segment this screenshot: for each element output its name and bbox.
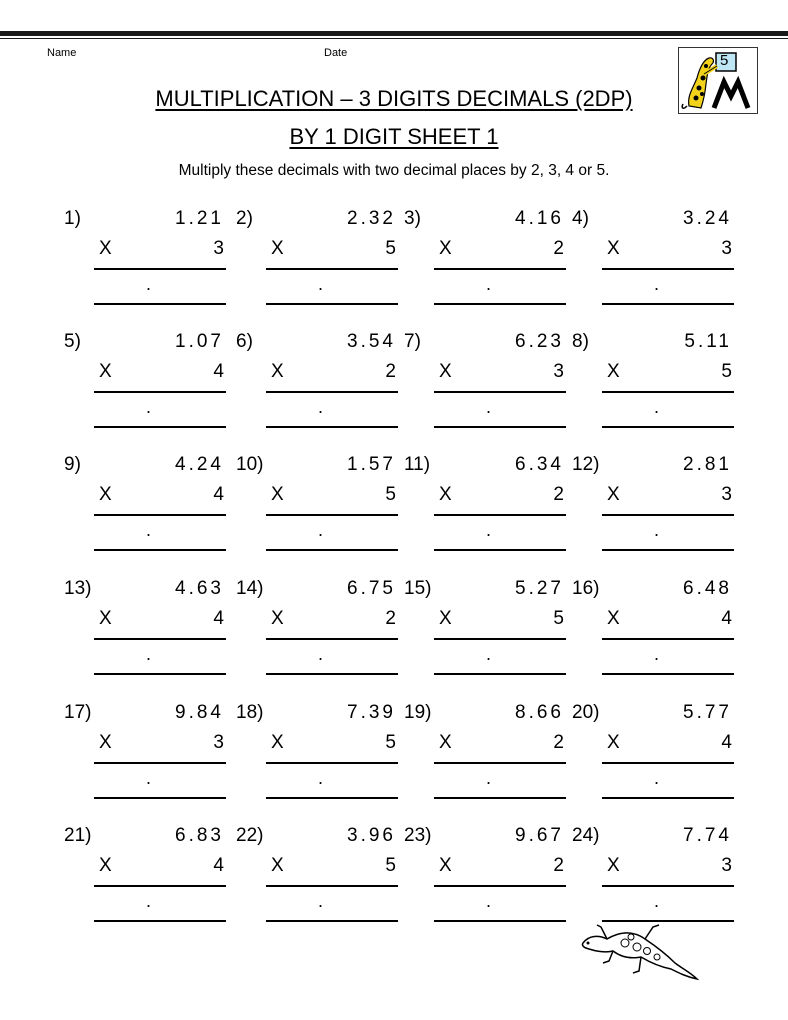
answer-line[interactable] — [434, 426, 566, 428]
problem-21 — [64, 825, 224, 935]
answer-line[interactable] — [434, 303, 566, 305]
problem-5 — [64, 331, 224, 441]
problem-17 — [64, 702, 224, 812]
problem-number: 19) — [404, 702, 432, 723]
multiplicand: 1.07 — [175, 331, 224, 352]
answer-line[interactable] — [434, 549, 566, 551]
answer-line[interactable] — [94, 426, 226, 428]
product-line — [602, 268, 734, 270]
answer-line[interactable] — [602, 303, 734, 305]
multiplicand: 2.32 — [347, 208, 396, 229]
logo-number: 5 — [720, 52, 729, 69]
answer-line[interactable] — [94, 549, 226, 551]
problem-number: 5) — [64, 331, 81, 352]
problem-number: 6) — [236, 331, 253, 352]
multiplier: 4 — [213, 484, 224, 505]
answer-decimal-point: . — [318, 644, 324, 664]
product-line — [94, 885, 226, 887]
problem-number: 14) — [236, 578, 264, 599]
product-line — [94, 762, 226, 764]
problem-number: 15) — [404, 578, 432, 599]
multiply-sign: X — [99, 608, 112, 629]
answer-line[interactable] — [266, 920, 398, 922]
problem-number: 3) — [404, 208, 421, 229]
answer-line[interactable] — [602, 426, 734, 428]
instructions: Multiply these decimals with two decimal places by 2, 3, 4 or 5. — [178, 162, 610, 179]
multiply-sign: X — [99, 732, 112, 753]
product-line — [94, 638, 226, 640]
multiplier: 5 — [385, 732, 396, 753]
product-line — [94, 391, 226, 393]
problem-1 — [64, 208, 224, 318]
multiplier: 4 — [213, 855, 224, 876]
multiplicand: 6.48 — [683, 578, 732, 599]
answer-decimal-point: . — [486, 768, 492, 788]
problem-number: 10) — [236, 454, 264, 475]
problem-number: 7) — [404, 331, 421, 352]
multiplier: 2 — [385, 608, 396, 629]
multiplicand: 1.21 — [175, 208, 224, 229]
multiply-sign: X — [607, 484, 620, 505]
multiplicand: 3.54 — [347, 331, 396, 352]
problem-20 — [572, 702, 732, 812]
product-line — [434, 885, 566, 887]
problem-10 — [236, 454, 396, 564]
answer-decimal-point: . — [318, 274, 324, 294]
product-line — [434, 762, 566, 764]
product-line — [266, 268, 398, 270]
problem-7 — [404, 331, 564, 441]
answer-line[interactable] — [94, 920, 226, 922]
worksheet-subtitle: BY 1 DIGIT SHEET 1 — [289, 124, 499, 149]
multiply-sign: X — [271, 732, 284, 753]
multiplicand: 9.67 — [515, 825, 564, 846]
problem-number: 9) — [64, 454, 81, 475]
date-label: Date — [324, 47, 348, 59]
multiplier: 4 — [721, 608, 732, 629]
answer-line[interactable] — [266, 549, 398, 551]
multiply-sign: X — [99, 361, 112, 382]
multiplier: 4 — [213, 361, 224, 382]
problem-number: 22) — [236, 825, 264, 846]
product-line — [434, 391, 566, 393]
answer-decimal-point: . — [146, 397, 152, 417]
product-line — [602, 762, 734, 764]
answer-decimal-point: . — [146, 768, 152, 788]
multiplier: 5 — [385, 855, 396, 876]
multiplier: 3 — [721, 484, 732, 505]
product-line — [434, 514, 566, 516]
multiplier: 5 — [385, 238, 396, 259]
answer-line[interactable] — [434, 673, 566, 675]
answer-decimal-point: . — [318, 768, 324, 788]
multiplicand: 4.24 — [175, 454, 224, 475]
multiplier: 3 — [213, 732, 224, 753]
problem-number: 24) — [572, 825, 600, 846]
answer-decimal-point: . — [146, 274, 152, 294]
answer-decimal-point: . — [654, 520, 660, 540]
multiply-sign: X — [439, 361, 452, 382]
salamander-icon — [575, 915, 700, 985]
answer-decimal-point: . — [486, 891, 492, 911]
product-line — [266, 885, 398, 887]
problem-number: 4) — [572, 208, 589, 229]
math-salamander-logo — [678, 47, 758, 114]
problem-number: 2) — [236, 208, 253, 229]
problem-number: 18) — [236, 702, 264, 723]
multiplicand: 3.24 — [683, 208, 732, 229]
problem-22 — [236, 825, 396, 935]
multiply-sign: X — [271, 361, 284, 382]
answer-decimal-point: . — [486, 274, 492, 294]
problem-number: 11) — [404, 454, 431, 475]
salamander-logo-icon — [679, 48, 757, 113]
product-line — [602, 885, 734, 887]
multiply-sign: X — [607, 732, 620, 753]
multiply-sign: X — [607, 855, 620, 876]
problem-15 — [404, 578, 564, 688]
product-line — [266, 391, 398, 393]
answer-decimal-point: . — [486, 397, 492, 417]
answer-decimal-point: . — [654, 397, 660, 417]
answer-line[interactable] — [94, 303, 226, 305]
multiplicand: 4.16 — [515, 208, 564, 229]
product-line — [266, 762, 398, 764]
problem-number: 13) — [64, 578, 92, 599]
problem-3 — [404, 208, 564, 318]
answer-decimal-point: . — [654, 891, 660, 911]
name-label: Name — [47, 47, 77, 59]
product-line — [434, 638, 566, 640]
multiplicand: 6.75 — [347, 578, 396, 599]
problem-12 — [572, 454, 732, 564]
problem-number: 8) — [572, 331, 589, 352]
top-border — [0, 31, 788, 36]
problem-19 — [404, 702, 564, 812]
product-line — [434, 268, 566, 270]
multiplicand: 5.27 — [515, 578, 564, 599]
problem-8 — [572, 331, 732, 441]
answer-decimal-point: . — [654, 768, 660, 788]
multiply-sign: X — [439, 484, 452, 505]
multiplicand: 5.11 — [684, 331, 732, 352]
answer-decimal-point: . — [486, 520, 492, 540]
top-border-thin — [0, 38, 788, 39]
answer-line[interactable] — [266, 797, 398, 799]
multiplicand: 2.81 — [683, 454, 732, 475]
answer-decimal-point: . — [318, 891, 324, 911]
problem-11 — [404, 454, 564, 564]
product-line — [602, 638, 734, 640]
answer-line[interactable] — [602, 673, 734, 675]
product-line — [94, 514, 226, 516]
multiplier: 2 — [553, 484, 564, 505]
answer-line[interactable] — [434, 920, 566, 922]
answer-decimal-point: . — [146, 891, 152, 911]
multiplicand: 8.66 — [515, 702, 564, 723]
worksheet-title: MULTIPLICATION – 3 DIGITS DECIMALS (2DP) — [155, 86, 633, 111]
multiplicand: 9.84 — [175, 702, 224, 723]
answer-line[interactable] — [94, 797, 226, 799]
multiply-sign: X — [271, 608, 284, 629]
multiplier: 2 — [553, 855, 564, 876]
product-line — [266, 514, 398, 516]
multiplicand: 6.83 — [175, 825, 224, 846]
problem-number: 23) — [404, 825, 432, 846]
multiplicand: 6.34 — [515, 454, 564, 475]
multiplier: 4 — [213, 608, 224, 629]
answer-line[interactable] — [94, 673, 226, 675]
product-line — [94, 268, 226, 270]
answer-decimal-point: . — [654, 644, 660, 664]
multiplicand: 6.23 — [515, 331, 564, 352]
problem-23 — [404, 825, 564, 935]
answer-decimal-point: . — [146, 520, 152, 540]
multiply-sign: X — [607, 608, 620, 629]
multiplier: 5 — [721, 361, 732, 382]
problem-9 — [64, 454, 224, 564]
multiplicand: 1.57 — [347, 454, 396, 475]
multiplier: 2 — [553, 732, 564, 753]
answer-line[interactable] — [266, 426, 398, 428]
problem-13 — [64, 578, 224, 688]
multiplicand: 3.96 — [347, 825, 396, 846]
problem-16 — [572, 578, 732, 688]
product-line — [266, 638, 398, 640]
problem-18 — [236, 702, 396, 812]
problem-number: 17) — [64, 702, 92, 723]
answer-line[interactable] — [602, 549, 734, 551]
multiplier: 5 — [553, 608, 564, 629]
answer-decimal-point: . — [654, 274, 660, 294]
multiply-sign: X — [99, 855, 112, 876]
problem-6 — [236, 331, 396, 441]
problem-number: 12) — [572, 454, 600, 475]
multiply-sign: X — [607, 238, 620, 259]
multiplicand: 5.77 — [683, 702, 732, 723]
multiplicand: 4.63 — [175, 578, 224, 599]
multiplicand: 7.39 — [347, 702, 396, 723]
problem-2 — [236, 208, 396, 318]
multiply-sign: X — [271, 484, 284, 505]
multiply-sign: X — [99, 484, 112, 505]
answer-line[interactable] — [266, 303, 398, 305]
multiplier: 4 — [721, 732, 732, 753]
multiplier: 2 — [553, 238, 564, 259]
multiply-sign: X — [439, 238, 452, 259]
problem-number: 16) — [572, 578, 600, 599]
multiply-sign: X — [439, 732, 452, 753]
multiplier: 3 — [721, 238, 732, 259]
multiplier: 3 — [213, 238, 224, 259]
problem-14 — [236, 578, 396, 688]
multiply-sign: X — [439, 855, 452, 876]
multiply-sign: X — [439, 608, 452, 629]
multiplicand: 7.74 — [683, 825, 732, 846]
product-line — [602, 514, 734, 516]
multiplier: 3 — [553, 361, 564, 382]
answer-line[interactable] — [434, 797, 566, 799]
answer-line[interactable] — [266, 673, 398, 675]
answer-decimal-point: . — [318, 397, 324, 417]
answer-decimal-point: . — [146, 644, 152, 664]
multiplier: 3 — [721, 855, 732, 876]
multiplier: 5 — [385, 484, 396, 505]
multiply-sign: X — [271, 855, 284, 876]
product-line — [602, 391, 734, 393]
multiply-sign: X — [271, 238, 284, 259]
answer-decimal-point: . — [318, 520, 324, 540]
answer-decimal-point: . — [486, 644, 492, 664]
problem-number: 21) — [64, 825, 92, 846]
multiply-sign: X — [607, 361, 620, 382]
problem-4 — [572, 208, 732, 318]
problem-number: 20) — [572, 702, 600, 723]
answer-line[interactable] — [602, 797, 734, 799]
problem-number: 1) — [64, 208, 81, 229]
multiplier: 2 — [385, 361, 396, 382]
multiply-sign: X — [99, 238, 112, 259]
